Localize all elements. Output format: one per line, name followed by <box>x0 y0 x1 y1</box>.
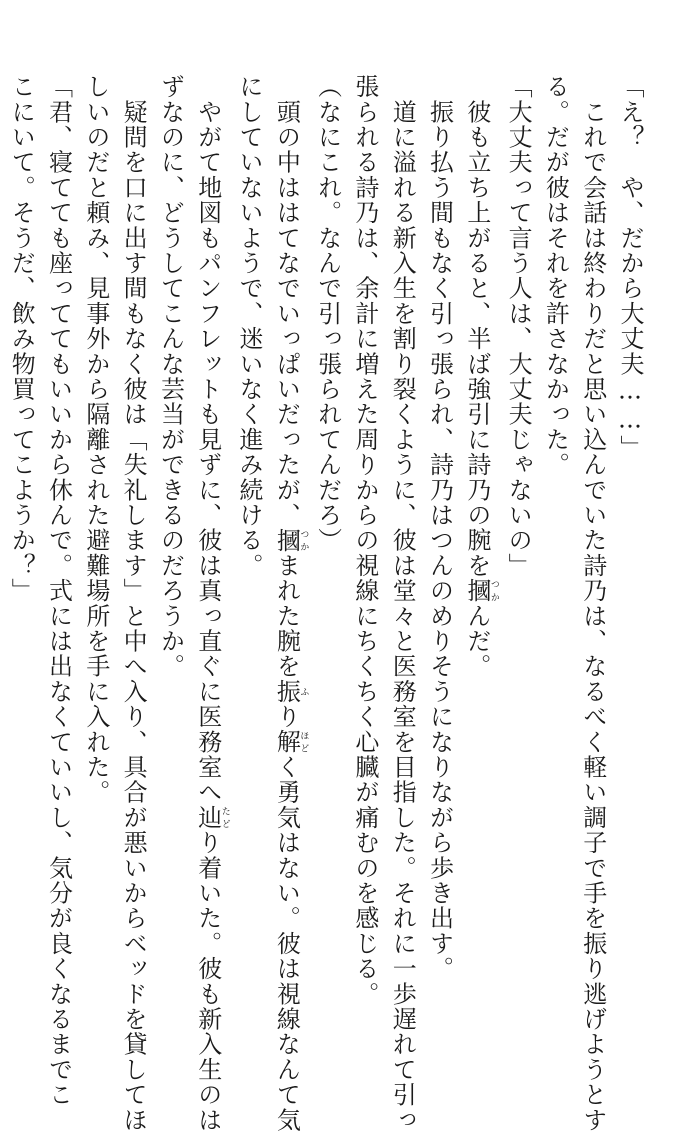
text-line: 「え？ や、だから大丈夫……」 <box>616 74 644 460</box>
ruby-base: 摑 <box>462 578 491 604</box>
text-line: こにいて。そうだ、飲み物買ってこようか？」 <box>7 74 36 604</box>
ruby-base: 解 <box>272 729 301 755</box>
text-segment: やがて地図もパンフレットも見ずに、彼は真っ直ぐに医務室へ <box>193 74 222 805</box>
ruby-base: 振 <box>272 678 301 705</box>
text-line: しいのだと頼み、見事外から隔離された避難場所を手に入れた。 <box>81 74 110 805</box>
text-line: ずなのに、どうしてこんな芸当ができるのだろうか。 <box>156 74 185 679</box>
text-segment: く勇気はない。彼は視線なんて気 <box>272 754 301 1132</box>
ruby-base: 摑 <box>272 527 301 553</box>
text-line: （なにこれ。なんで引っ張られてんだろ） <box>313 74 342 553</box>
text-line <box>267 74 309 1132</box>
text-line: これで会話は終わりだと思い込んでいた詩乃は、なるべく軽い調子で手を振り逃げようとす <box>578 74 607 1132</box>
text-line: 疑問を口に出す間もなく彼は「失礼します」と中へ入り、具合が悪いからベッドを貸してほ <box>119 74 148 1132</box>
ruby-reading: つか <box>488 578 499 604</box>
ruby-base: 辿 <box>193 804 222 831</box>
ruby-reading: ほど <box>298 729 309 755</box>
ruby-reading: たど <box>219 804 230 831</box>
ruby-word <box>193 804 230 831</box>
text-line: にしていないようで、迷いなく進み続ける。 <box>235 74 264 578</box>
text-line: 張られる詩乃は、余計に増えた周りからの視線にちくちく心臓が痛むのを感じる。 <box>350 74 379 1007</box>
vertical-body-text <box>2 74 648 1132</box>
text-segment: 彼も立ち上がると、半ば強引に詩乃の腕を <box>462 74 491 578</box>
text-line: る。だが彼はそれを許さなかった。 <box>541 74 570 478</box>
ruby-word <box>462 578 499 604</box>
ruby-reading: つか <box>298 527 309 553</box>
text-line: 道に溢れる新入生を割り裂くように、彼は堂々と医務室を目指した。それに一歩遅れて引っ <box>388 74 417 1132</box>
text-segment: んだ。 <box>462 603 491 679</box>
text-segment: まれた腕を <box>272 552 301 679</box>
text-line <box>188 74 230 1132</box>
text-segment: 頭の中ははてなでいっぱいだったが、 <box>272 74 301 528</box>
text-line: 振り払う間もなく引っ張られ、詩乃はつんのめりそうになりながら歩き出す。 <box>425 74 454 982</box>
text-segment: り <box>272 704 301 730</box>
ruby-reading: ふ <box>298 678 309 704</box>
text-line: 「君、寝てても座っててもいいから休んで。式には出なくていいし、気分が良くなるまでこ <box>44 74 73 1108</box>
ruby-word <box>272 678 309 705</box>
text-line <box>458 74 499 954</box>
text-segment: り着いた。彼も新入生のは <box>193 830 222 1132</box>
text-line: 「大丈夫って言う人は、大丈夫じゃないの」 <box>504 74 533 578</box>
ruby-word <box>272 729 309 755</box>
ruby-word <box>272 527 309 553</box>
